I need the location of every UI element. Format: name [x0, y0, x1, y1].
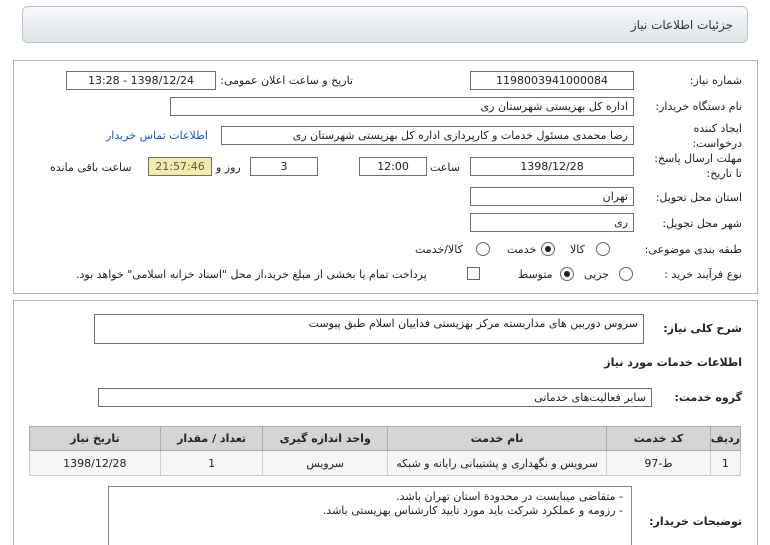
col-service-code: کد خدمت — [607, 427, 711, 451]
deadline-label-1: مهلت ارسال پاسخ: — [654, 152, 742, 165]
process-radio-medium[interactable] — [560, 267, 574, 281]
cell-quantity: 1 — [160, 451, 263, 476]
category-label: طبقه بندی موضوعی: — [644, 243, 742, 256]
buyer-notes-label: توضیحات خریدار: — [649, 515, 742, 528]
buyer-contact-link[interactable]: اطلاعات تماس خریدار — [106, 129, 208, 142]
cell-need-date: 1398/12/28 — [30, 451, 161, 476]
deadline-time-field: 12:00 — [359, 157, 427, 176]
table-header-row — [30, 427, 741, 451]
cell-service-code: ط-97 — [607, 451, 711, 476]
cell-row-number: 1 — [710, 451, 740, 476]
process-option-medium: متوسط — [518, 268, 553, 281]
services-table — [29, 426, 741, 476]
need-number-label: شماره نیاز: — [689, 74, 742, 87]
table-row — [30, 451, 741, 476]
province-label: استان محل تحویل: — [655, 191, 742, 204]
need-info-panel — [13, 60, 758, 294]
buyer-notes-box — [108, 486, 632, 545]
col-quantity: تعداد / مقدار — [160, 427, 263, 451]
service-group-label: گروه خدمت: — [674, 391, 742, 404]
cell-unit: سرویس — [263, 451, 388, 476]
summary-label: شرح کلی نیاز: — [663, 322, 742, 335]
province-field: تهران — [470, 187, 634, 206]
process-label: نوع فرآیند خرید : — [664, 268, 742, 281]
category-radio-goods[interactable] — [596, 242, 610, 256]
days-field: 3 — [250, 157, 318, 176]
days-label: روز و — [216, 161, 241, 174]
creator-label-2: درخواست: — [692, 137, 742, 150]
service-group-field: سایر فعالیت‌های خدماتی — [98, 388, 652, 407]
cell-service-name: سرویس و نگهداری و پشتیبانی رایانه و شبکه — [387, 451, 606, 476]
page-title: جزئیات اطلاعات نیاز — [630, 18, 733, 32]
need-number-field: 1198003941000084 — [470, 71, 634, 90]
city-label: شهر محل تحویل: — [662, 217, 742, 230]
buyer-note-line: - رزومه و عملکرد شرکت باید مورد تایید کارشناس بهزیستی باشد. — [322, 504, 623, 517]
time-label: ساعت — [430, 161, 460, 174]
remaining-label: ساعت باقی مانده — [50, 161, 132, 174]
services-heading: اطلاعات خدمات مورد نیاز — [604, 356, 742, 369]
announce-field: 1398/12/24 - 13:28 — [66, 71, 216, 90]
creator-field: رضا محمدی مسئول خدمات و کارپردازی اداره کل بهزیستی شهرستان ری — [221, 126, 634, 145]
col-need-date: تاریخ نیاز — [30, 427, 161, 451]
col-service-name: نام خدمت — [387, 427, 606, 451]
treasury-payment-checkbox[interactable] — [467, 267, 480, 280]
deadline-date-field: 1398/12/28 — [470, 157, 634, 176]
category-option-goods-service: کالا/خدمت — [415, 243, 463, 256]
category-option-goods: کالا — [570, 243, 585, 256]
buyer-label: نام دستگاه خریدار: — [655, 100, 742, 113]
city-field: ری — [470, 213, 634, 232]
category-radio-service[interactable] — [541, 242, 555, 256]
category-option-service: خدمت — [507, 243, 537, 256]
deadline-label-2: تا تاریخ: — [706, 167, 742, 180]
treasury-payment-note: پرداخت تمام یا بخشی از مبلغ خرید،از محل "اسناد خزانه اسلامی" خواهد بود. — [76, 268, 427, 281]
buyer-field: اداره کل بهزیستی شهرستان ری — [170, 97, 634, 116]
page-header — [22, 6, 748, 43]
announce-label: تاریخ و ساعت اعلان عمومی: — [220, 74, 353, 87]
process-radio-minor[interactable] — [619, 267, 633, 281]
process-option-minor: جزیی — [584, 268, 610, 281]
col-row-number: ردیف — [710, 427, 740, 451]
col-unit: واحد اندازه گیری — [263, 427, 388, 451]
remaining-time-field: 21:57:46 — [148, 157, 212, 176]
summary-field: سروس دوربین های مداربسته مرکز بهزیستی فداییان اسلام طبق پیوست — [94, 314, 644, 344]
buyer-note-line: - متقاضی میبایست در محدودة استان تهران باشد. — [396, 490, 623, 503]
creator-label-1: ایجاد کننده — [693, 122, 742, 135]
category-radio-goods-service[interactable] — [476, 242, 490, 256]
